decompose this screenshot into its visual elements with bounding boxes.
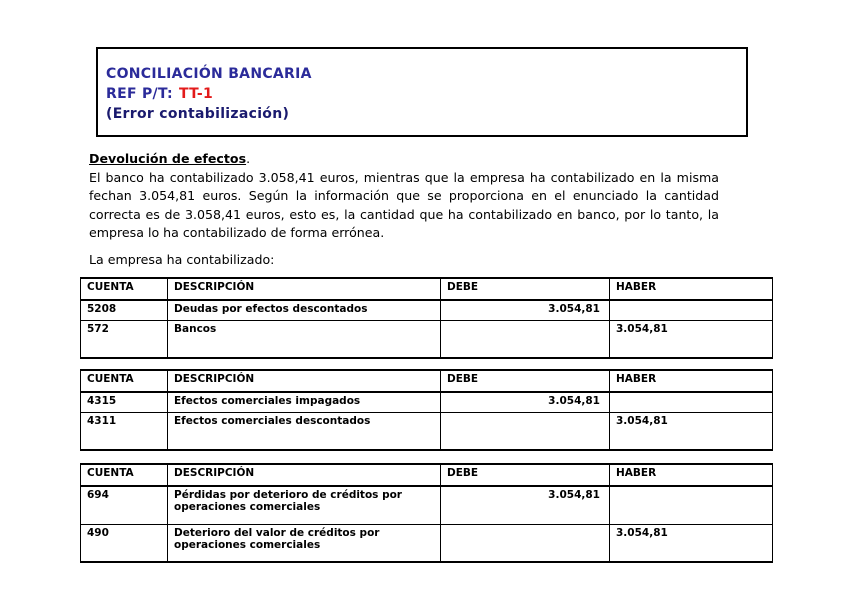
journal-entry-table-3	[80, 463, 773, 563]
explanation-paragraph	[89, 150, 719, 243]
intro-text: La empresa ha contabilizado:	[89, 252, 275, 267]
cell-debe	[441, 412, 610, 450]
cell-descripcion: Pérdidas por deterioro de créditos por operaciones comerciales	[168, 486, 441, 524]
table-row	[81, 392, 773, 412]
ref-value: TT-1	[178, 86, 214, 102]
col-descripcion: DESCRIPCIÓN	[168, 464, 441, 486]
cell-cuenta: 4311	[81, 412, 168, 450]
reference-line	[106, 86, 213, 102]
ref-label: REF P/T:	[106, 86, 173, 102]
col-descripcion: DESCRIPCIÓN	[168, 370, 441, 392]
cell-haber	[610, 300, 773, 320]
explanation-text: El banco ha contabilizado 3.058,41 euros, mientras que la empresa ha contabilizado en la misma fechan 3.054,81 euros. Según la información que se proporciona en el enunciado la cantidad correcta es de 3.058,41 euros, esto es, la cantidad que ha contabilizado en banco, por lo tanto, la empresa lo ha contabilizado de forma errónea.	[89, 169, 719, 241]
cell-descripcion: Efectos comerciales impagados	[168, 392, 441, 412]
cell-haber: 3.054,81	[610, 524, 773, 562]
journal-entry-table-2	[80, 369, 773, 451]
cell-haber: 3.054,81	[610, 320, 773, 358]
cell-cuenta: 694	[81, 486, 168, 524]
cell-debe: 3.054,81	[441, 300, 610, 320]
cell-debe	[441, 524, 610, 562]
col-debe: DEBE	[441, 370, 610, 392]
col-debe: DEBE	[441, 278, 610, 300]
col-haber: HABER	[610, 464, 773, 486]
table-row	[81, 524, 773, 562]
col-debe: DEBE	[441, 464, 610, 486]
section-heading-end: .	[246, 151, 251, 166]
table-header-row	[81, 278, 773, 300]
journal-entry-table-1	[80, 277, 773, 359]
col-cuenta: CUENTA	[81, 278, 168, 300]
col-descripcion: DESCRIPCIÓN	[168, 278, 441, 300]
cell-haber: 3.054,81	[610, 412, 773, 450]
header-box	[96, 47, 748, 137]
cell-descripcion: Deudas por efectos descontados	[168, 300, 441, 320]
table-header-row	[81, 464, 773, 486]
cell-descripcion: Efectos comerciales descontados	[168, 412, 441, 450]
cell-haber	[610, 486, 773, 524]
cell-debe: 3.054,81	[441, 486, 610, 524]
cell-debe: 3.054,81	[441, 392, 610, 412]
cell-cuenta: 4315	[81, 392, 168, 412]
cell-cuenta: 5208	[81, 300, 168, 320]
cell-cuenta: 490	[81, 524, 168, 562]
page-subtitle: (Error contabilización)	[106, 106, 290, 122]
section-heading: Devolución de efectos	[89, 151, 247, 166]
table-row	[81, 486, 773, 524]
col-haber: HABER	[610, 370, 773, 392]
col-cuenta: CUENTA	[81, 370, 168, 392]
explanation-block	[89, 150, 719, 243]
table-row	[81, 412, 773, 450]
cell-descripcion: Deterioro del valor de créditos por operaciones comerciales	[168, 524, 441, 562]
cell-haber	[610, 392, 773, 412]
page-title: CONCILIACIÓN BANCARIA	[106, 66, 312, 82]
col-haber: HABER	[610, 278, 773, 300]
table-header-row	[81, 370, 773, 392]
cell-descripcion: Bancos	[168, 320, 441, 358]
cell-debe	[441, 320, 610, 358]
table-row	[81, 300, 773, 320]
col-cuenta: CUENTA	[81, 464, 168, 486]
table-row	[81, 320, 773, 358]
cell-cuenta: 572	[81, 320, 168, 358]
